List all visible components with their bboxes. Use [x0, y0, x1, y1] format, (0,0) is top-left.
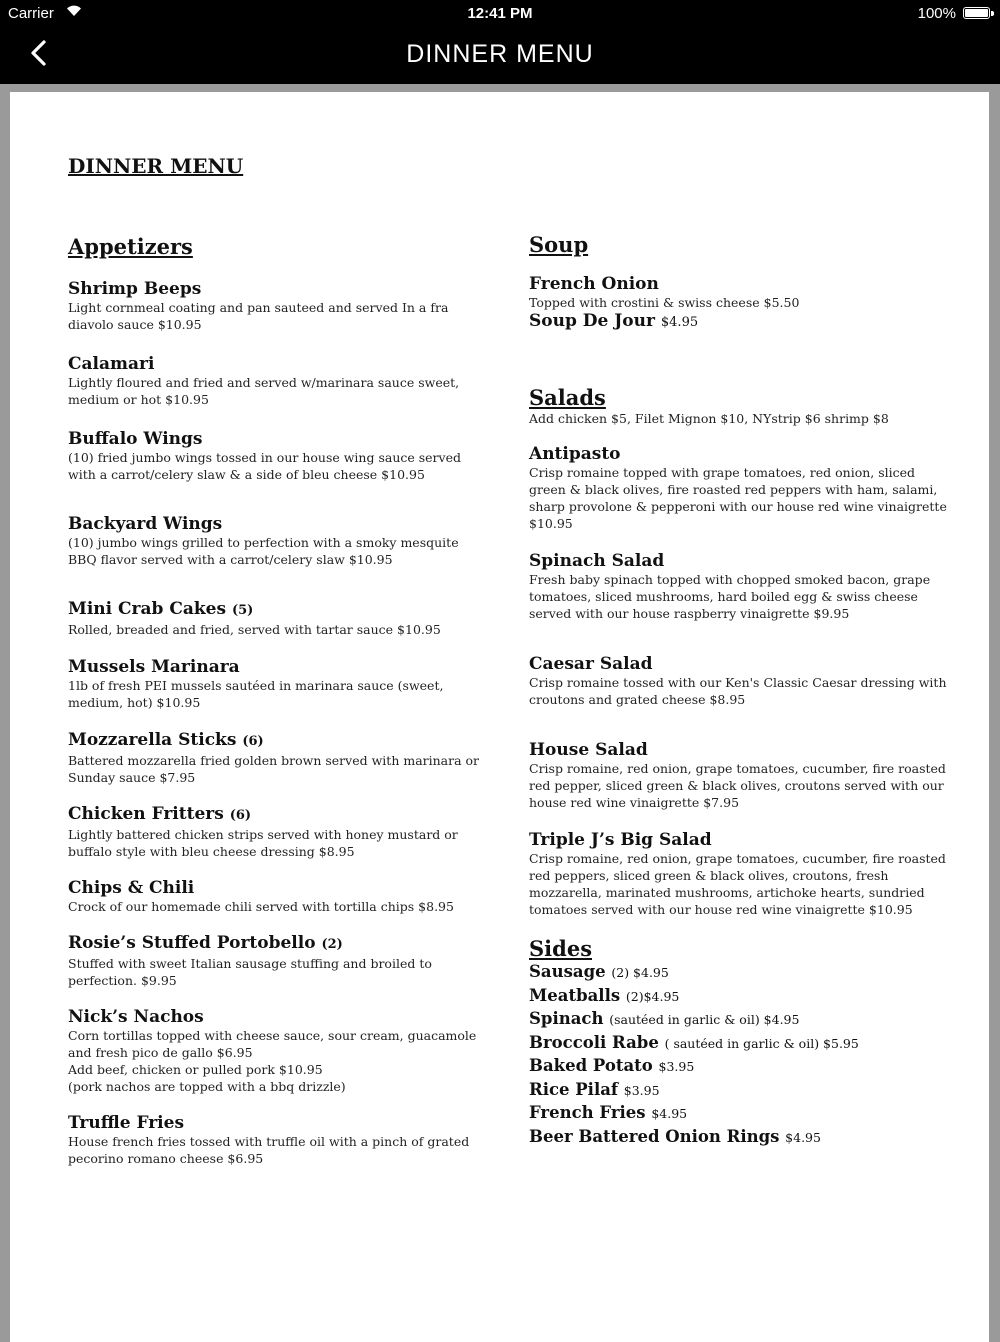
side-name: Beer Battered Onion Rings: [529, 1126, 780, 1146]
navigation-bar: [0, 0, 1000, 84]
menu-item: [68, 279, 488, 333]
menu-item: [529, 274, 949, 311]
item-name: Truffle Fries: [68, 1113, 185, 1133]
side-item: [529, 1126, 949, 1150]
menu-document: [10, 92, 989, 1342]
side-item: [529, 1032, 949, 1056]
side-detail: $4.95: [785, 1129, 821, 1145]
item-description: Fresh baby spinach topped with chopped smoked bacon, grape tomatoes, sliced mushrooms, hard boiled egg & swiss cheese served with our house raspberry vinaigrette $9.95: [529, 572, 931, 621]
item-name: Nick’s Nachos: [68, 1007, 204, 1027]
menu-item: [529, 740, 949, 811]
side-item: [529, 1079, 949, 1103]
item-quantity: (6): [229, 808, 252, 823]
side-name: Baked Potato: [529, 1056, 653, 1075]
item-quantity: (6): [242, 734, 264, 749]
menu-item: [68, 429, 488, 483]
item-name: Chips & Chili: [68, 878, 195, 898]
item-name: Rosie’s Stuffed Portobello (2): [68, 933, 343, 953]
item-name: French Onion: [529, 274, 659, 294]
item-description: Crock of our homemade chili served with tortilla chips $8.95: [68, 899, 454, 914]
status-time: 12:41 PM: [467, 5, 533, 22]
item-description: Crisp romaine topped with grape tomatoes, red onion, sliced green & black olives, fire roasted red peppers with ham, salami, sharp provolone & pepperoni with our house red wine vinaigrette $10.95: [529, 465, 947, 531]
item-name: Mussels Marinara: [68, 657, 240, 677]
side-item: [529, 961, 949, 985]
item-name: Spinach Salad: [529, 551, 665, 571]
menu-item: [68, 933, 488, 989]
side-item: [529, 1055, 949, 1079]
menu-item: [68, 599, 488, 638]
menu-item: [68, 1113, 488, 1167]
item-description: Corn tortillas topped with cheese sauce, sour cream, guacamole and fresh pico de gallo $6.95: [68, 1028, 477, 1060]
document-title: DINNER MENU: [68, 154, 244, 178]
menu-item: [68, 878, 488, 915]
menu-item: [529, 654, 949, 708]
item-name: Mini Crab Cakes (5): [68, 599, 254, 619]
menu-item: [68, 514, 488, 568]
right-column: [529, 232, 949, 1149]
menu-item: [68, 657, 488, 711]
item-name: Chicken Fritters (6): [68, 804, 252, 824]
menu-item: [529, 551, 949, 622]
item-description: Crisp romaine tossed with our Ken's Classic Caesar dressing with croutons and grated cheese $8.95: [529, 675, 947, 707]
item-description: Battered mozzarella fried golden brown served with marinara or Sunday sauce $7.95: [68, 753, 480, 785]
item-name-text: Soup De Jour: [529, 311, 655, 331]
item-description: Crisp romaine, red onion, grape tomatoes, cucumber, fire roasted red pepper, sliced green & black olives, croutons served with our house red wine vinaigrette $7.95: [529, 761, 946, 810]
salads-note: Add chicken $5, Filet Mignon $10, NYstrip $6 shrimp $8: [529, 411, 889, 426]
menu-item: [68, 730, 488, 786]
side-item: [529, 985, 949, 1009]
section-heading-salads: Salads: [529, 385, 606, 410]
item-quantity: (5): [231, 603, 254, 618]
item-note: Add beef, chicken or pulled pork $10.95: [68, 1062, 323, 1077]
item-description: House french fries tossed with truffle oil with a pinch of grated pecorino romano cheese $6.95: [68, 1134, 470, 1166]
item-note: (pork nachos are topped with a bbq drizzle): [68, 1079, 346, 1094]
item-description: (10) fried jumbo wings tossed in our house wing sauce served with a carrot/celery slaw & a side of bleu cheese $10.95: [68, 450, 461, 482]
menu-item: [68, 804, 488, 860]
battery-icon: [963, 7, 990, 19]
side-item: [529, 1102, 949, 1126]
side-name: French Fries: [529, 1103, 646, 1122]
side-detail: ( sautéed in garlic & oil) $5.95: [664, 1035, 859, 1051]
battery-percentage: 100%: [917, 5, 956, 22]
item-name: Caesar Salad: [529, 654, 653, 674]
item-description: Light cornmeal coating and pan sauteed and served In a fra diavolo sauce $10.95: [68, 300, 449, 332]
side-name: Broccoli Rabe: [529, 1032, 659, 1052]
section-heading-appetizers: Appetizers: [68, 234, 193, 259]
item-description: (10) jumbo wings grilled to perfection with a smoky mesquite BBQ flavor served with a carrot/celery slaw $10.95: [68, 535, 459, 567]
item-name: Backyard Wings: [68, 514, 223, 534]
item-description: 1lb of fresh PEI mussels sautéed in marinara sauce (sweet, medium, hot) $10.95: [68, 678, 444, 710]
section-heading-sides: Sides: [529, 936, 593, 961]
item-name: Mozzarella Sticks (6): [68, 730, 264, 750]
side-detail: $4.95: [651, 1106, 688, 1121]
item-name: Calamari: [68, 354, 155, 374]
battery-tip: [991, 11, 994, 16]
left-column: [68, 234, 488, 1167]
side-name: Spinach: [529, 1009, 604, 1028]
menu-item: [68, 354, 488, 408]
side-name: Rice Pilaf: [529, 1079, 619, 1099]
menu-item: [529, 830, 949, 918]
item-description: Lightly battered chicken strips served with honey mustard or buffalo style with bleu cheese dressing $8.95: [68, 827, 458, 859]
side-detail: (sautéed in garlic & oil) $4.95: [609, 1012, 800, 1027]
section-heading-soup: Soup: [529, 232, 589, 257]
menu-item: [529, 444, 949, 532]
item-name: Buffalo Wings: [68, 429, 203, 449]
side-detail: (2) $4.95: [611, 965, 669, 980]
item-description: Topped with crostini & swiss cheese $5.50: [529, 295, 800, 310]
item-description: Rolled, breaded and fried, served with tartar sauce $10.95: [68, 622, 441, 637]
item-description: Stuffed with sweet Italian sausage stuffing and broiled to perfection. $9.95: [68, 956, 432, 988]
item-name: Antipasto: [529, 444, 621, 464]
item-description: Lightly floured and fried and served w/marinara sauce sweet, medium or hot $10.95: [68, 375, 460, 407]
item-name: [529, 311, 949, 333]
item-name: Shrimp Beeps: [68, 279, 202, 299]
side-name: Meatballs: [529, 985, 621, 1005]
side-name: Sausage: [529, 962, 606, 981]
item-price: $4.95: [660, 315, 699, 330]
nav-title: DINNER MENU: [406, 40, 594, 68]
item-quantity: (2): [321, 937, 343, 952]
item-name: House Salad: [529, 740, 648, 760]
carrier-label: Carrier: [8, 5, 54, 22]
side-detail: $3.95: [658, 1059, 695, 1074]
item-name: Triple J’s Big Salad: [529, 830, 712, 850]
side-item: [529, 1008, 949, 1032]
item-description: Crisp romaine, red onion, grape tomatoes, cucumber, fire roasted red peppers, sliced green & black olives, croutons, fresh mozzarella, marinated mushrooms, artichoke hearts, sundried tomatoes served with our house red wine vinaigrette $10.95: [529, 851, 946, 917]
side-detail: (2)$4.95: [625, 988, 680, 1004]
side-detail: $3.95: [623, 1082, 660, 1098]
menu-item: [68, 1007, 488, 1095]
